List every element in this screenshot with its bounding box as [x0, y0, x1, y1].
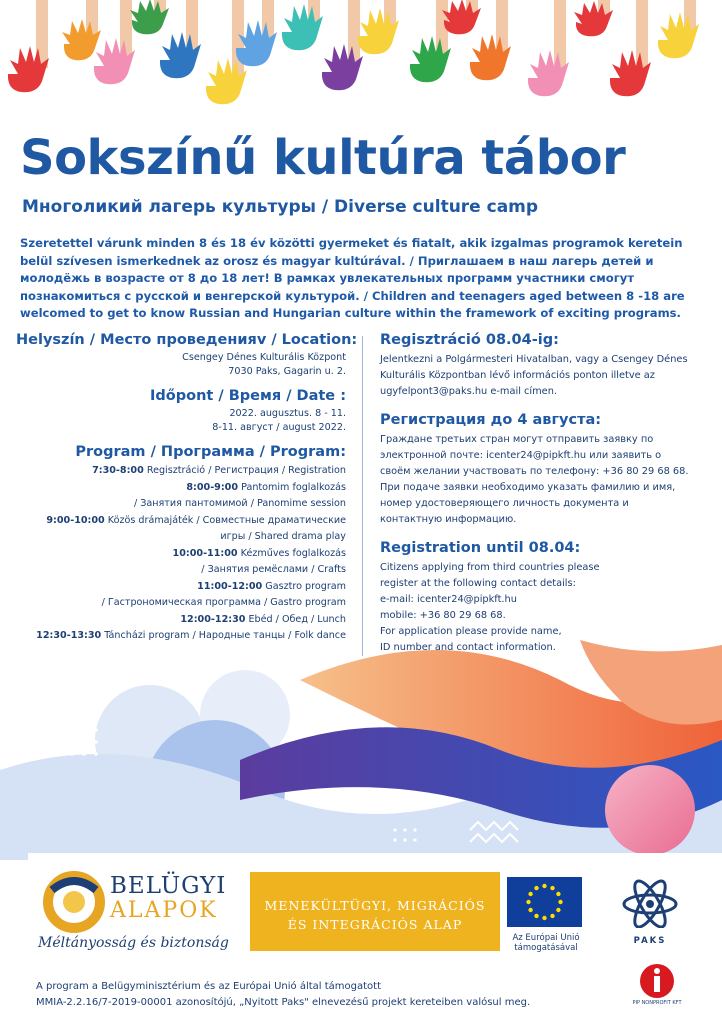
hand-icon	[130, 0, 169, 34]
registration-line: Jelentkezni a Polgármesteri Hivatalban, vagy a Csengey Dénes	[380, 354, 688, 365]
program-text: Kézműves foglalkozás	[237, 547, 346, 559]
program-time: 12:30-13:30	[36, 630, 102, 641]
date-heading: Időpont / Время / Date :	[150, 388, 346, 404]
paks-logo-icon	[620, 876, 680, 928]
hand-icon	[610, 0, 651, 96]
registration-en-heading: Registration until 08.04:	[380, 540, 581, 556]
location-section	[16, 332, 358, 379]
program-item	[16, 513, 346, 530]
column-divider	[362, 336, 363, 656]
registration-line: mobile: +36 80 29 68 68.	[380, 610, 506, 621]
registration-line: Kulturális Központban lévő információs ponton illetve az	[380, 370, 655, 381]
eu-caption-line: Az Európai Unió	[512, 933, 580, 943]
program-text: Táncházi program / Народные танцы / Folk dance	[101, 630, 346, 641]
program-heading: Program / Программа / Program:	[75, 444, 346, 460]
registration-line: register at the following contact details:	[380, 578, 576, 589]
right-column	[380, 332, 710, 668]
fund-banner	[250, 872, 500, 951]
hand-icon	[282, 0, 323, 50]
location-line: 7030 Paks, Gagarin u. 2.	[228, 366, 346, 377]
registration-line: ID number and contact information.	[380, 642, 556, 653]
program-item	[16, 546, 346, 563]
program-time: 7:30-8:00	[92, 465, 144, 476]
hand-icon	[358, 0, 399, 54]
program-section	[16, 444, 346, 645]
program-item	[16, 529, 346, 546]
registration-ru-section	[380, 412, 710, 528]
registration-line: ugyfelpont3@paks.hu e-mail címen.	[380, 386, 558, 397]
date-section	[16, 388, 346, 435]
fund-line: MENEKÜLTÜGYI, MIGRÁCIÓS	[264, 898, 486, 913]
colorful-hands-illustration	[0, 0, 722, 125]
hand-icon	[8, 0, 49, 92]
program-text: / Гастрономическая программа / Gastro program	[101, 597, 346, 608]
program-time: 8:00-9:00	[186, 481, 239, 493]
hand-icon	[574, 0, 613, 36]
date-line: 2022. augusztus. 8 - 11.	[229, 408, 346, 419]
program-item	[16, 463, 346, 480]
registration-hu-section	[380, 332, 710, 400]
hand-icon	[528, 0, 569, 96]
program-item	[16, 612, 346, 629]
hand-icon	[322, 0, 363, 90]
program-text: Ebéd / Обед / Lunch	[245, 613, 346, 625]
page-title: Sokszínű kultúra tábor	[20, 130, 626, 186]
program-time: 12:00-12:30	[180, 613, 246, 625]
decorative-waves	[0, 640, 722, 860]
hand-icon	[62, 0, 101, 60]
eu-caption-line: támogatásával	[514, 943, 578, 953]
fund-line: ÉS INTEGRÁCIÓS ALAP	[287, 917, 463, 932]
program-item	[16, 496, 346, 513]
program-text: Közös drámajáték / Совместные драматические	[104, 514, 346, 526]
registration-line: контактную информацию.	[380, 514, 517, 525]
program-text: Pantomim foglalkozás	[238, 481, 346, 493]
date-line: 8-11. август / august 2022.	[212, 422, 346, 433]
eu-caption	[498, 933, 594, 953]
program-item	[16, 579, 346, 596]
program-text: игры / Shared drama play	[220, 531, 346, 542]
funding-note-line: A program a Belügyminisztérium és az Európai Unió által támogatott	[36, 981, 382, 992]
registration-line: Граждане третьих стран могут отправить заявку по	[380, 434, 654, 445]
registration-line: Citizens applying from third countries please	[380, 562, 600, 573]
left-column	[16, 332, 358, 654]
funding-note	[36, 979, 596, 1011]
location-line: Csengey Dénes Kulturális Központ	[182, 352, 346, 363]
program-text: Regisztráció / Регистрация / Registration	[143, 465, 346, 476]
program-item	[16, 480, 346, 497]
pip-logo-icon	[639, 963, 675, 999]
pip-text: PIP NONPROFIT KFT	[632, 1000, 682, 1006]
program-text: Gasztro program	[262, 580, 346, 592]
registration-en-section	[380, 540, 710, 656]
registration-line: При подаче заявки необходимо указать фамилию и имя,	[380, 482, 676, 493]
registration-line: электронной почте: icenter24@pipkft.hu или заявить о	[380, 450, 662, 461]
intro-paragraph: Szeretettel várunk minden 8 és 18 év közötti gyermeket és fiatalt, akik izgalmas programok keretein belül szívesen ismerkednek az orosz és magyar kultúrával. / Приглашаем в наш лагерь детей и молодёжь в возрасте от 8 до 18 лет! В рамках увлекательных программ участники смогут познакомиться с русской и венгерской культурой. / Children and teenagers aged between 8 -18 are welcomed to get to know Russian and Hungarian culture within the framework of exciting programs.	[20, 236, 685, 320]
hand-icon	[658, 0, 699, 58]
page-subtitle: Многоликий лагерь культуры / Diverse culture camp	[22, 197, 539, 217]
registration-line: номер удостоверяющего личность документа и	[380, 498, 629, 509]
program-time: 11:00-12:00	[197, 580, 263, 592]
paks-text: PAKS	[633, 936, 667, 946]
program-text: / Занятия ремёслами / Crafts	[201, 564, 346, 575]
location-heading: Helyszín / Место проведенияv / Location:	[16, 332, 358, 348]
registration-line: For application please provide name,	[380, 626, 562, 637]
belugyi-tagline: Méltányosság és biztonság	[38, 935, 229, 951]
registration-hu-heading: Regisztráció 08.04-ig:	[380, 332, 559, 348]
program-time: 9:00-10:00	[46, 514, 105, 526]
registration-line: e-mail: icenter24@pipkft.hu	[380, 594, 517, 605]
funding-note-line: MMIA-2.2.16/7-2019-00001 azonosítójú, „Nyitott Paks" elnevezésű projekt kereteiben valósul meg.	[36, 997, 531, 1008]
program-time: 10:00-11:00	[172, 547, 238, 559]
program-item	[16, 562, 346, 579]
belugyi-text: BELÜGYI	[110, 873, 227, 899]
registration-ru-heading: Регистрация до 4 августа:	[380, 412, 602, 428]
program-text: / Занятия пантомимой / Panomime session	[133, 498, 346, 509]
registration-line: своём желании участвовать по телефону: +36 80 29 68 68.	[380, 466, 689, 477]
program-item	[16, 595, 346, 612]
alapok-text: ALAPOK	[110, 898, 218, 923]
hand-icon	[94, 0, 135, 84]
eu-flag-icon	[507, 877, 582, 927]
